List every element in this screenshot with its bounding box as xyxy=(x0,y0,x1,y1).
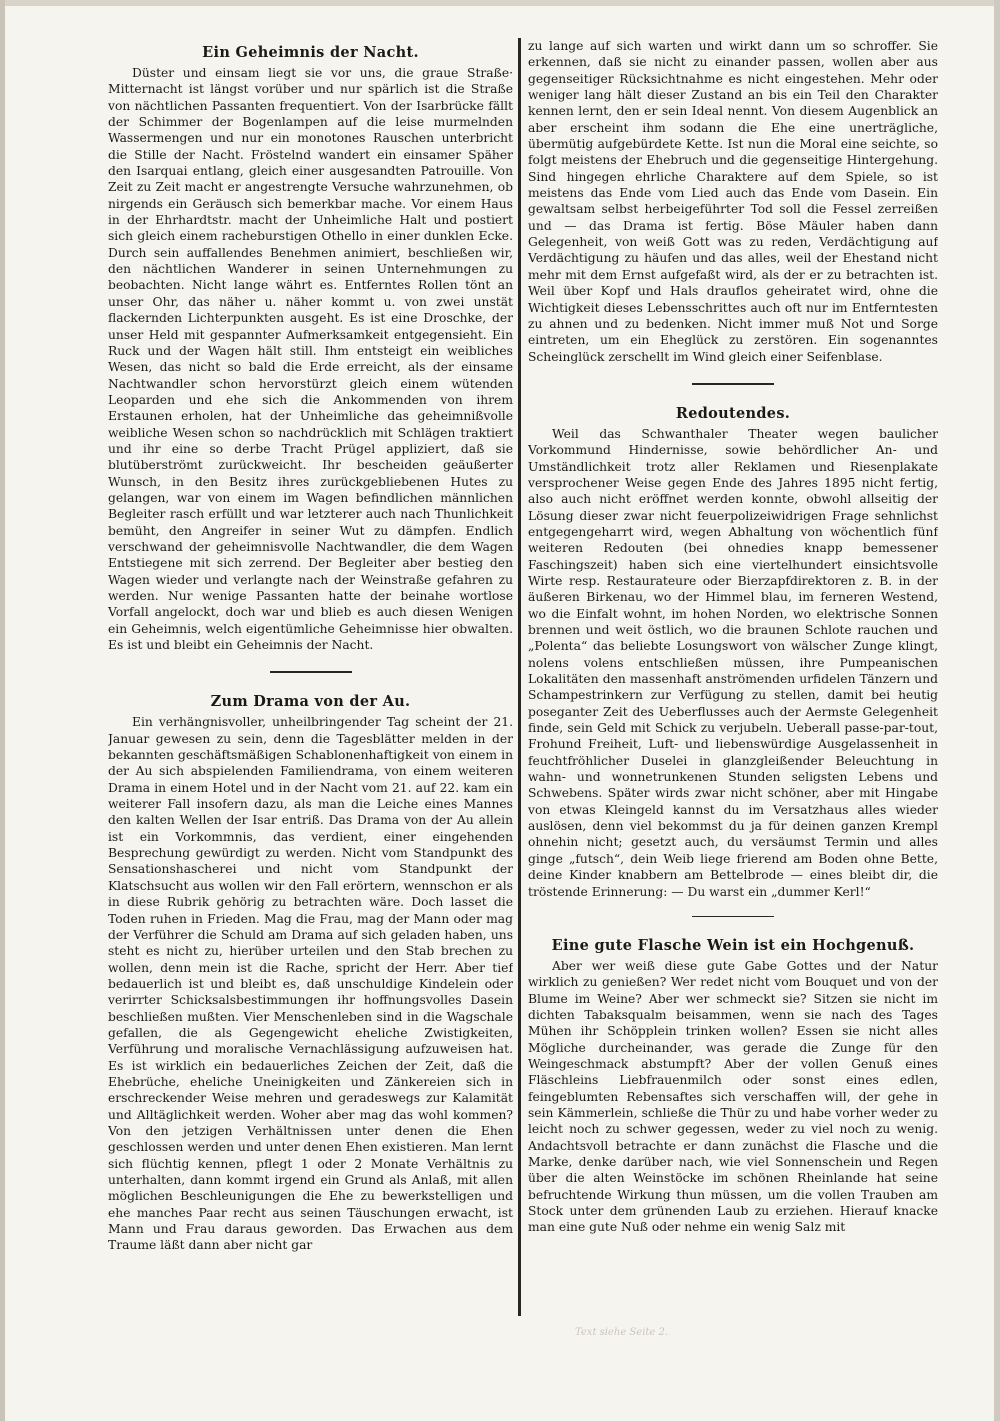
page-edge-top xyxy=(0,0,1000,6)
article-body-geheimnis: Düster und einsam liegt sie vor uns, die graue Straße· Mitternacht ist längst vorüber und nur spärlich ist die Straße von nächtlichen Passanten frequentiert. Von der Isarbrücke fällt der Schimmer der Bogenlampen auf die leise murmelnden Wassermengen und nur ein monotones Rauschen unterbricht die Stille der Nacht. Fröstelnd wandert ein einsamer Späher den Isarquai entlang, gleich einer ausgesandten Patrouille. Von Zeit zu Zeit macht er angestrengte Versuche wahrzunehmen, ob nirgends ein Geräusch sich bemerkbar mache. Vor einem Haus in der Ehrhardtstr. macht der Unheimliche Halt und postiert sich gleich einem racheburstigen Othello in einer dunklen Ecke. Durch sein auffallendes Benehmen animiert, beschließen wir, den nächtlichen Wanderer in seinen Unternehmungen zu beobachten. Nicht lange währt es. Entferntes Rollen tönt an unser Ohr, das näher u. näher kommt u. von zwei unstät flackernden Lichterpunkten ausgeht. Es ist eine Droschke, der unser Held mit gespannter Aufmerksamkeit entgegensieht. Ein Ruck und der Wagen hält still. Ihm entsteigt ein weibliches Wesen, das nicht so bald die Erde erreicht, als der einsame Nachtwandler schon hervorstürzt gleich einem wütenden Leoparden und ehe sich die Ankommenden von ihrem Erstaunen erholen, hat der Unheimliche das geheimnißvolle weibliche Wesen schon so nachdrücklich mit Schlägen traktiert und ihr eine so derbe Tracht Prügel appliziert, daß sie blutüberströmt zurückweicht. Ihr bescheiden geäußerter Wunsch, in den Besitz ihres zurückgebliebenen Hutes zu gelangen, war von einem im Wagen befindlichen männlichen Begleiter rasch erfüllt und war letzterer auch nach Thunlichkeit bemüht, den Angreifer in seiner Wut zu dämpfen. Endlich verschwand der geheimnisvolle Nachtwandler, die dem Wagen Entstiegene mit sich zerrend. Der Begleiter aber bestieg den Wagen wieder und verlangte nach der Weinstraße gefahren zu werden. Nur wenige Passanten hatte der beinahe wortlose Vorfall angelockt, doch war und blieb es auch diesen Wenigen ein Geheimnis, welch eigentümliche Geheimnisse hier obwalten. Es ist und bleibt ein Geheimnis der Nacht. xyxy=(108,66,513,653)
section-divider xyxy=(692,916,774,917)
page-edge-left xyxy=(0,0,5,1421)
column-rule xyxy=(518,38,521,1316)
article-body-drama: Ein verhängnisvoller, unheilbringender Tag scheint der 21. Januar gewesen zu sein, denn die Tagesblätter melden in der bekannten geschäftsmäßigen Schablonenhaftigkeit von einem in der Au sich abspielenden Familiendrama, von einem weiteren Drama in einem Hotel und in der Nacht vom 21. auf 22. kam ein weiterer Fall insofern dazu, als man die Leiche eines Mannes den kalten Wellen der Isar entriß. Das Drama von der Au allein ist ein Vorkommnis, das verdient, einer eingehenden Besprechung gewürdigt zu werden. Nicht vom Standpunkt des Sensationshascherei und nicht vom Standpunkt der Klatschsucht aus wollen wir den Fall erörtern, wennschon er als in diese Rubrik gehörig zu betrachten wäre. Doch lasset die Toden ruhen in Frieden. Mag die Frau, mag der Mann oder mag der Verführer die Schuld am Drama auf sich geladen haben, uns steht es nicht zu, hierüber urteilen und den Stab brechen zu wollen, denn mein ist die Rache, spricht der Herr. Aber tief bedauerlich ist und bleibt es, daß unschuldige Kindelein oder verirrter Schicksalsbestimmungen ihr hoffnungsvolles Dasein beschließen mußten. Vier Menschenleben sind in die Wagschale gefallen, die als Gegengewicht eheliche Zwistigkeiten, Verführung und moralische Vernachlässigung aufzuweisen hat. Es ist wirklich ein bedauerliches Zeichen der Zeit, daß die Ehebrüche, eheliche Uneinigkeiten und Zänkereien sich in erschreckender Weise mehren und geradeswegs zur Kalamität und Alltäglichkeit werden. Woher aber mag das wohl kommen? Von den jetzigen Verhältnissen unter denen die Ehen geschlossen werden und unter denen Ehen existieren. Man lernt sich flüchtig kennen, pflegt 1 oder 2 Monate Verhältnis zu unterhalten, dann kommt irgend ein Grund als Anlaß, mit allen möglichen Beschleunigungen die Ehe zu bewerkstelligen und ehe manches Paar recht aus seinen Täuschungen erwacht, ist Mann und Frau daraus geworden. Das Erwachen aus dem Traume läßt dann aber nicht gar xyxy=(108,715,513,1253)
article-title-wein: Eine gute Flasche Wein ist ein Hochgenuß. xyxy=(551,936,915,954)
page-edge-right xyxy=(994,0,1000,1421)
article-title-geheimnis: Ein Geheimnis der Nacht. xyxy=(202,44,419,61)
article-title-drama: Zum Drama von der Au. xyxy=(210,693,411,711)
section-divider xyxy=(270,671,352,673)
article-body-wein: Aber wer weiß diese gute Gabe Gottes und der Natur wirklich zu genießen? Wer redet nicht vom Bouquet und von der Blume im Weine? Aber wer schmeckt sie? Sitzen sie nicht im dichten Tabaksqualm beisammen, wenn sie nach des Tages Mühen ihr Schöpplein trinken wollen? Essen sie nicht alles Mögliche durcheinander, was gerade die Zunge für den Weingeschmack abstumpft? Aber der vollen Genuß eines Fläschleins Liebfrauenmilch oder sonst eines edlen, feingeblumten Rebensaftes sich verschaffen will, der gehe in sein Kämmerlein, schließe die Thür zu und habe vorher weder zu leicht noch zu schwer gegessen, weder zu viel noch zu wenig. Andachtsvoll betrachte er dann zunächst die Flasche und die Marke, denke darüber nach, wie viel Sonnenschein und Regen über die alten Weinstöcke im schönen Rheinlande hat seine befruchtende Wirkung thun müssen, um die vollen Trauben am Stock unter dem grünenden Laub zu erziehen. Hierauf knacke man eine gute Nuß oder nehme ein wenig Salz mit xyxy=(528,958,938,1235)
faded-footer-note: Text siehe Seite 2. xyxy=(575,1327,669,1338)
article-title-redoutendes: Redoutendes. xyxy=(675,404,791,422)
article-body-redoutendes: Weil das Schwanthaler Theater wegen baulicher Vorkommund Hindernisse, sowie behördlicher An- und Umständlichkeit trotz aller Reklamen und Riesenplakate versprochener Weise gegen Ende des Jahres 1895 nicht fertig, also auch nicht eröffnet werden konnte, obwohl allseitig der Lösung dieser zwar nicht feuerpolizeiwidrigen Frage sehnlichst entgegengeharrt wird, wegen Abhaltung von wöchentlich fünf weiteren Redouten (bei ohnedies knapp bemessener Faschingszeit) haben sich eine viertelhundert einsichtsvolle Wirte resp. Restaurateure oder Bierzapfdirektoren z. B. in der äußeren Birkenau, wo der Himmel blau, im ferneren Westend, wo die Einfalt wohnt, im hohen Norden, wo elektrische Sonnen brennen und weit östlich, wo die braunen Schlote rauchen und „Polenta“ das beliebte Losungswort von wälscher Zunge klingt, nolens volens entschließen müssen, ihre Pumpeanischen Lokalitäten den massenhaft anströmenden urfidelen Tänzern und Schampestrinkern zur Verfügung zu stellen, damit bei heutig poseganter Zeit des Ueberflusses auch der Aermste Gelegenheit finde, sein Geld mit Schick zu verjubeln. Ueberall passe-par-tout, Frohund Freiheit, Luft- und liebenswürdige Ausgelassenheit in feuchtfröhlicher Duselei in glanzgleißender Beleuchtung in wahn- und wonnetrunkenen Stunden seligsten Lebens und Schwebens. Später wirds zwar nicht schöner, aber mit Hingabe von etwas Kleingeld kannst du im Versatzhaus alles wieder auslösen, denn viel bekommst du ja für deinen ganzen Krempl ohnehin nicht; gesetzt auch, du versäumst Termin und alles ginge „futsch“, dein Weib liege frierend am Boden ohne Bette, deine Kinder knabbern am Bettelbrode — eines bleibt dir, die tröstende Erinnerung: — Du warst ein „dummer Kerl!“ xyxy=(528,426,938,899)
right-column xyxy=(528,38,938,1316)
left-column xyxy=(108,38,513,1316)
article-body-drama-continued: zu lange auf sich warten und wirkt dann um so schroffer. Sie erkennen, daß sie nicht zu einander passen, wollen aber aus gegenseitiger Rücksichtnahme es nicht eingestehen. Mehr oder weniger lang hält dieser Zustand an bis ein Teil den Charakter kennen lernt, den er sein Ideal nennt. Von diesem Augenblick an aber erscheint ihm sodann die Ehe eine unerträgliche, übermütig aufgebürdete Kette. Ist nun die Moral eine seichte, so folgt meistens der Ehebruch und die gegenseitige Hintergehung. Sind hingegen ehrliche Charaktere auf dem Spiele, so ist meistens das Ende vom Lied auch das Ende vom Dasein. Ein gewaltsam selbst herbeigeführter Tod soll die Fessel zerreißen und — das Drama ist fertig. Böse Mäuler haben dann Gelegenheit, von weiß Gott was zu reden, Verdächtigung auf Verdächtigung zu häufen und das alles, weil der Ehestand nicht mehr mit dem Ernst aufgefaßt wird, als der er zu betrachten ist. Weil über Kopf und Hals drauflos geheiratet wird, ohne die Wichtigkeit dieses Lebensschrittes auch oft nur im Entferntesten zu ahnen und zu bedenken. Nicht immer muß Not und Sorge eintreten, um ein Eheglück zu zerstören. Ein sogenanntes Scheinglück zerschellt im Wind gleich einer Seifenblase. xyxy=(528,39,938,364)
section-divider xyxy=(692,383,774,385)
